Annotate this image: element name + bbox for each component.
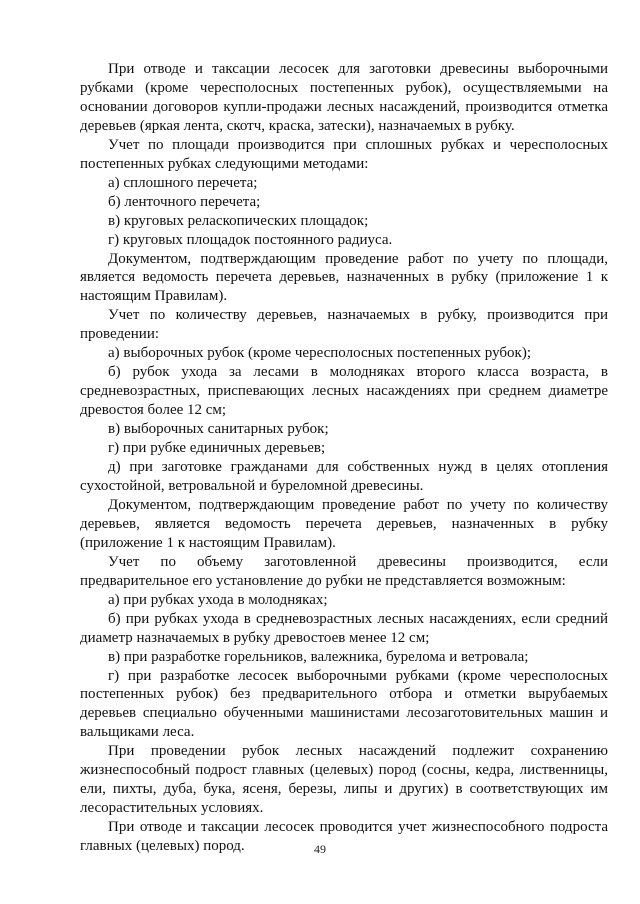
list-item-area-c: в) круговых реласкопических площадок; <box>108 212 369 229</box>
body-text <box>80 60 608 856</box>
paragraph-volume-accounting: Учет по объему заготовленной древесины производится, если предварительное его установление до рубки не представляется возможным: <box>80 553 608 589</box>
list-item-volume-d: г) при разработке лесосек выборочными рубками (кроме чересполосных постепенных рубок) без предварительного отбора и отметки вырубаемых деревьев специально обученными машинистами лесозаготовительных машин и вальщиками леса. <box>80 667 608 741</box>
paragraph-area-accounting: Учет по площади производится при сплошных рубках и чересполосных постепенных рубках следующими методами: <box>80 136 608 172</box>
list-item-area-d: г) круговых площадок постоянного радиуса. <box>108 231 393 248</box>
paragraph-count-accounting: Учет по количеству деревьев, назначаемых в рубку, производится при проведении: <box>80 307 608 343</box>
list-item-count-a: а) выборочных рубок (кроме чересполосных постепенных рубок); <box>108 345 531 362</box>
page-number: 49 <box>314 842 326 856</box>
paragraph-undergrowth-preservation: При проведении рубок лесных насаждений подлежит сохранению жизнеспособный подрост главных (целевых) пород (сосны, кедра, лиственницы, ели, пихты, дуба, бука, ясеня, березы, липы и других) в соответствующих им лесорастительных условиях. <box>80 743 608 817</box>
list-item-area-b: б) ленточного перечета; <box>108 193 261 210</box>
list-item-count-e: д) при заготовке гражданами для собственных нужд в целях отопления сухостойной, ветровальной и буреломной древесины. <box>80 459 608 494</box>
list-item-count-d: г) при рубке единичных деревьев; <box>108 440 326 457</box>
list-item-area-a: а) сплошного перечета; <box>108 174 258 191</box>
paragraph-intro-marking: При отводе и таксации лесосек для заготовки древесины выборочными рубками (кроме чересполосных постепенных рубок), осуществляемыми на основании договоров купли-продажи лесных насаждений, производится отметка деревьев (яркая лента, скотч, краска, затески), назначаемых в рубку. <box>80 61 608 134</box>
list-item-volume-a: а) при рубках ухода в молодняках; <box>108 591 328 608</box>
paragraph-count-document: Документом, подтверждающим проведение работ по учету по количеству деревьев, является ведомость перечета деревьев, назначенных в рубку (приложение 1 к настоящим Правилам). <box>80 496 608 551</box>
paragraph-undergrowth-accounting: При отводе и таксации лесосек проводится учет жизнеспособного подроста главных (целевых) пород. <box>80 819 608 855</box>
paragraph-area-document: Документом, подтверждающим проведение работ по учету по площади, является ведомость перечета деревьев, назначенных в рубку (приложение 1 к настоящим Правилам). <box>80 250 608 305</box>
list-item-volume-c: в) при разработке горельников, валежника, бурелома и ветровала; <box>108 648 529 665</box>
list-item-count-c: в) выборочных санитарных рубок; <box>108 421 329 438</box>
list-item-count-b: б) рубок ухода за лесами в молодняках второго класса возраста, в средневозрастных, приспевающих лесных насаждениях при среднем диаметре древостоя более 12 см; <box>80 364 608 419</box>
list-item-volume-b: б) при рубках ухода в средневозрастных лесных насаждениях, если средний диаметр назначаемых в рубку древостоев менее 12 см; <box>80 610 608 646</box>
